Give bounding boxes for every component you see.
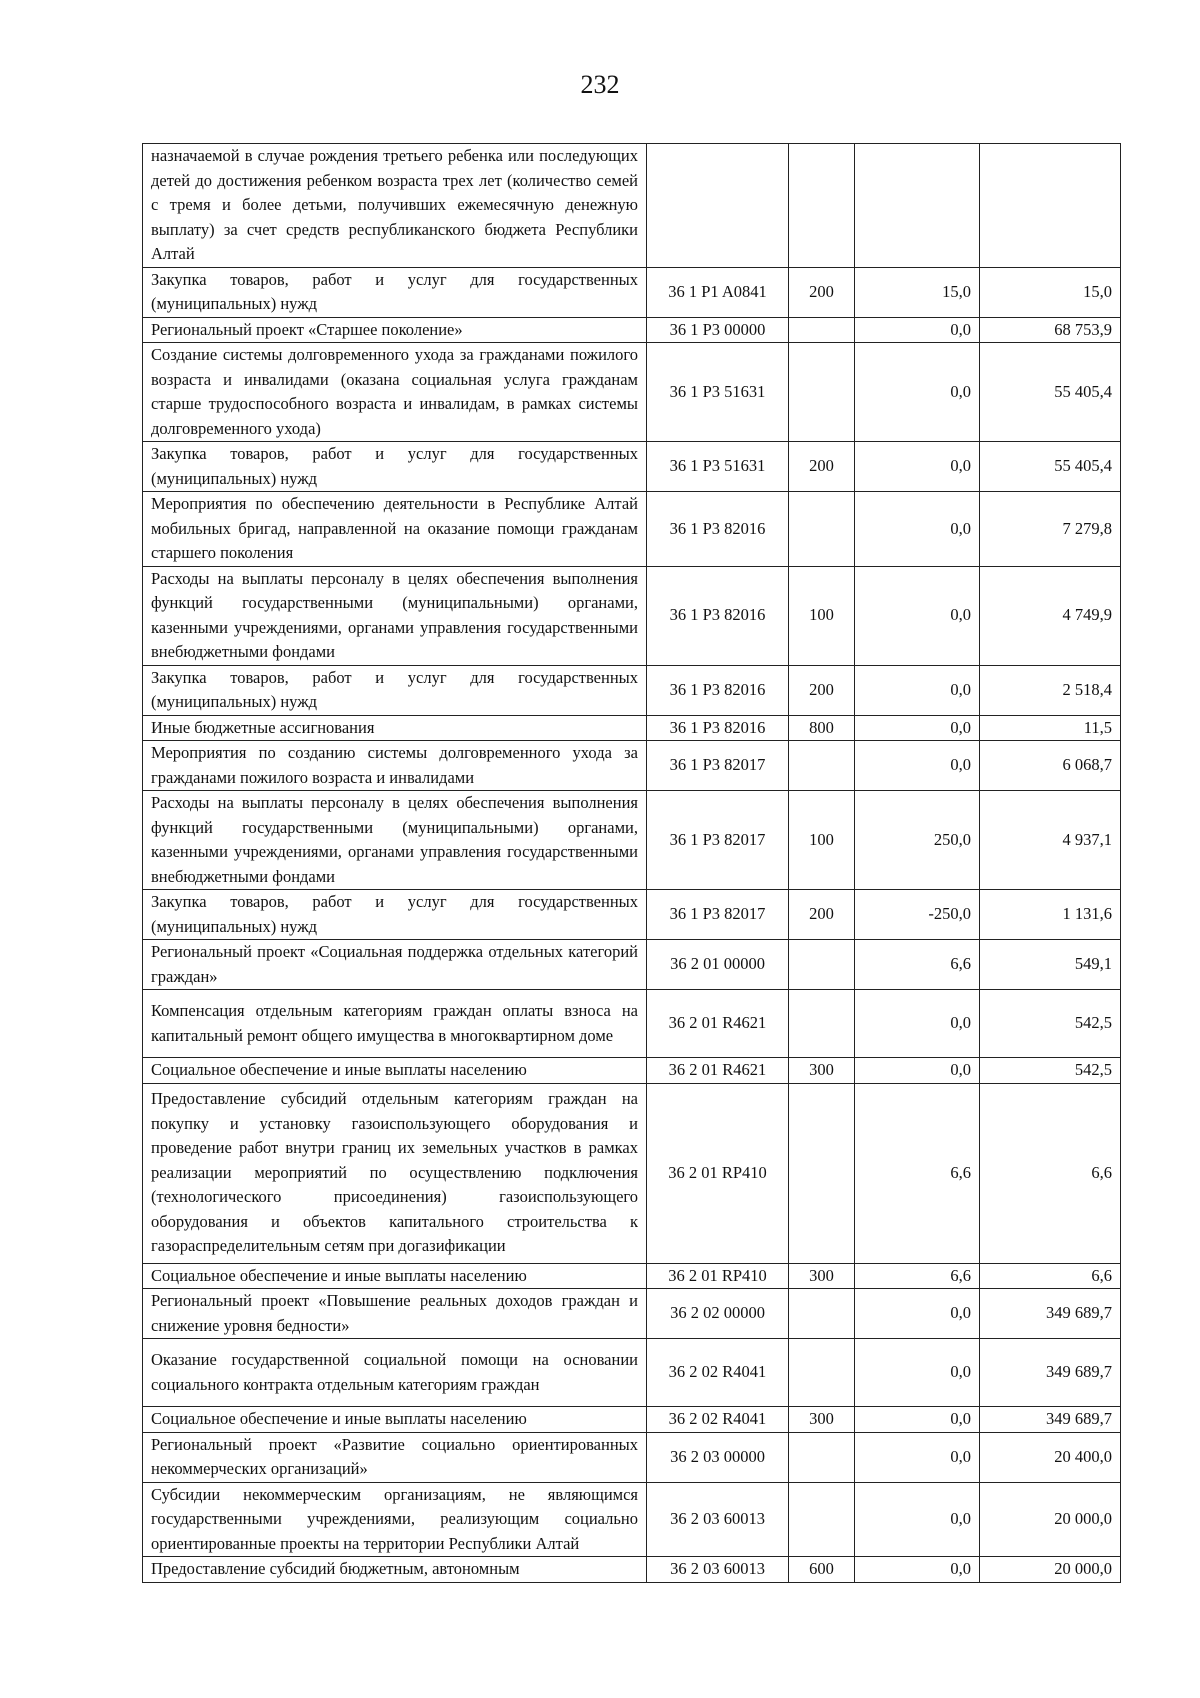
table-row [143,1432,1121,1482]
cell-amount-total: 349 689,7 [980,1407,1121,1433]
cell-amount-change: 6,6 [855,1263,980,1289]
cell-description: Предоставление субсидий бюджетным, автономным [143,1557,647,1583]
table-row [143,442,1121,492]
cell-amount-total: 15,0 [980,267,1121,317]
cell-amount-total: 6,6 [980,1083,1121,1263]
cell-expense-type: 200 [789,665,855,715]
cell-amount-total: 1 131,6 [980,890,1121,940]
cell-amount-total [980,144,1121,268]
cell-amount-total: 542,5 [980,1058,1121,1084]
table-row [143,1083,1121,1263]
cell-expense-type [789,741,855,791]
budget-table-body [143,144,1121,1583]
table-row [143,1482,1121,1557]
cell-expense-type: 300 [789,1407,855,1433]
cell-amount-total: 4 937,1 [980,791,1121,890]
table-row [143,317,1121,343]
cell-target-code: 36 1 P1 A0841 [647,267,789,317]
cell-description: Мероприятия по созданию системы долговременного ухода за гражданами пожилого возраста и инвалидами [143,741,647,791]
cell-target-code: 36 2 03 60013 [647,1557,789,1583]
cell-target-code: 36 1 P3 51631 [647,343,789,442]
cell-description: Компенсация отдельным категориям граждан оплаты взноса на капитальный ремонт общего имущества в многоквартирном доме [143,990,647,1058]
table-row [143,492,1121,567]
cell-expense-type [789,1083,855,1263]
cell-description: Социальное обеспечение и иные выплаты населению [143,1058,647,1084]
cell-expense-type [789,144,855,268]
cell-target-code: 36 2 01 RP410 [647,1083,789,1263]
table-row [143,990,1121,1058]
cell-target-code: 36 2 02 R4041 [647,1339,789,1407]
cell-description: Региональный проект «Старшее поколение» [143,317,647,343]
cell-amount-total: 68 753,9 [980,317,1121,343]
cell-expense-type: 100 [789,566,855,665]
cell-amount-change: 0,0 [855,990,980,1058]
cell-amount-change: 0,0 [855,317,980,343]
cell-description: Закупка товаров, работ и услуг для государственных (муниципальных) нужд [143,890,647,940]
cell-description: Социальное обеспечение и иные выплаты населению [143,1407,647,1433]
cell-expense-type: 100 [789,791,855,890]
cell-expense-type [789,1339,855,1407]
cell-amount-change: 0,0 [855,492,980,567]
cell-description: Субсидии некоммерческим организациям, не являющимся государственными учреждениями, реализующим социально ориентированные проекты на территории Республики Алтай [143,1482,647,1557]
cell-amount-total: 7 279,8 [980,492,1121,567]
table-row [143,343,1121,442]
table-row [143,1289,1121,1339]
cell-amount-change: 0,0 [855,1432,980,1482]
cell-amount-total: 349 689,7 [980,1339,1121,1407]
cell-amount-total: 542,5 [980,990,1121,1058]
cell-target-code: 36 2 02 00000 [647,1289,789,1339]
cell-target-code: 36 2 01 R4621 [647,1058,789,1084]
cell-amount-total: 20 000,0 [980,1557,1121,1583]
cell-description: Мероприятия по обеспечению деятельности в Республике Алтай мобильных бригад, направленной на оказание помощи гражданам старшего поколения [143,492,647,567]
cell-amount-change: 0,0 [855,1482,980,1557]
cell-amount-total: 20 000,0 [980,1482,1121,1557]
budget-table [142,143,1121,1583]
table-row [143,890,1121,940]
cell-target-code: 36 1 P3 82016 [647,715,789,741]
cell-target-code: 36 2 01 00000 [647,940,789,990]
cell-expense-type: 300 [789,1058,855,1084]
cell-expense-type [789,343,855,442]
page-number: 232 [580,70,620,99]
cell-expense-type [789,1432,855,1482]
cell-target-code: 36 2 03 00000 [647,1432,789,1482]
cell-description: Закупка товаров, работ и услуг для государственных (муниципальных) нужд [143,267,647,317]
cell-expense-type [789,317,855,343]
cell-expense-type: 200 [789,267,855,317]
cell-expense-type [789,492,855,567]
cell-amount-change: 0,0 [855,566,980,665]
table-row [143,1263,1121,1289]
cell-amount-total: 549,1 [980,940,1121,990]
cell-target-code: 36 1 P3 51631 [647,442,789,492]
cell-expense-type: 200 [789,890,855,940]
table-row [143,144,1121,268]
cell-expense-type [789,940,855,990]
cell-amount-total: 55 405,4 [980,343,1121,442]
cell-amount-total: 2 518,4 [980,665,1121,715]
cell-expense-type [789,1289,855,1339]
table-row [143,1557,1121,1583]
cell-amount-change: 0,0 [855,715,980,741]
cell-amount-change: 0,0 [855,665,980,715]
cell-target-code [647,144,789,268]
cell-target-code: 36 1 P3 82016 [647,492,789,567]
cell-target-code: 36 1 P3 82017 [647,741,789,791]
cell-amount-total: 55 405,4 [980,442,1121,492]
table-row [143,940,1121,990]
cell-amount-change: 0,0 [855,1339,980,1407]
cell-target-code: 36 1 P3 82016 [647,566,789,665]
cell-description: Региональный проект «Повышение реальных доходов граждан и снижение уровня бедности» [143,1289,647,1339]
cell-amount-change: 250,0 [855,791,980,890]
cell-target-code: 36 2 03 60013 [647,1482,789,1557]
cell-target-code: 36 2 02 R4041 [647,1407,789,1433]
cell-description: Закупка товаров, работ и услуг для государственных (муниципальных) нужд [143,442,647,492]
cell-amount-total: 6,6 [980,1263,1121,1289]
cell-expense-type: 800 [789,715,855,741]
table-row [143,715,1121,741]
cell-target-code: 36 1 P3 82016 [647,665,789,715]
cell-description: Социальное обеспечение и иные выплаты населению [143,1263,647,1289]
cell-target-code: 36 2 01 RP410 [647,1263,789,1289]
table-row [143,1058,1121,1084]
table-row [143,566,1121,665]
cell-amount-change: 0,0 [855,1058,980,1084]
cell-target-code: 36 2 01 R4621 [647,990,789,1058]
cell-description: Создание системы долговременного ухода за гражданами пожилого возраста и инвалидами (оказана социальная услуга гражданам старше трудоспособного возраста и инвалидам, в рамках системы долговременного ухода) [143,343,647,442]
cell-amount-change: 0,0 [855,741,980,791]
cell-expense-type: 200 [789,442,855,492]
cell-expense-type [789,990,855,1058]
table-row [143,791,1121,890]
cell-expense-type: 600 [789,1557,855,1583]
cell-amount-total: 6 068,7 [980,741,1121,791]
cell-description: Оказание государственной социальной помощи на основании социального контракта отдельным категориям граждан [143,1339,647,1407]
table-row [143,665,1121,715]
cell-description: Расходы на выплаты персоналу в целях обеспечения выполнения функций государственными (муниципальными) органами, казенными учреждениями, органами управления государственными внебюджетными фондами [143,566,647,665]
cell-description: Региональный проект «Развитие социально ориентированных некоммерческих организаций» [143,1432,647,1482]
cell-target-code: 36 1 P3 82017 [647,890,789,940]
cell-description: Иные бюджетные ассигнования [143,715,647,741]
cell-expense-type [789,1482,855,1557]
table-row [143,267,1121,317]
table-row [143,1407,1121,1433]
cell-amount-total: 4 749,9 [980,566,1121,665]
table-row [143,741,1121,791]
cell-amount-change: 0,0 [855,343,980,442]
cell-amount-change: -250,0 [855,890,980,940]
cell-description: Расходы на выплаты персоналу в целях обеспечения выполнения функций государственными (муниципальными) органами, казенными учреждениями, органами управления государственными внебюджетными фондами [143,791,647,890]
cell-target-code: 36 1 P3 82017 [647,791,789,890]
cell-amount-change [855,144,980,268]
cell-amount-change: 6,6 [855,940,980,990]
cell-amount-change: 0,0 [855,442,980,492]
cell-amount-change: 0,0 [855,1557,980,1583]
cell-amount-total: 349 689,7 [980,1289,1121,1339]
cell-amount-change: 0,0 [855,1289,980,1339]
cell-description: назначаемой в случае рождения третьего ребенка или последующих детей до достижения ребенком возраста трех лет (количество семей с тремя и более детьми, получивших ежемесячную денежную выплату) за счет средств республиканского бюджета Республики Алтай [143,144,647,268]
cell-amount-change: 15,0 [855,267,980,317]
cell-description: Региональный проект «Социальная поддержка отдельных категорий граждан» [143,940,647,990]
cell-description: Предоставление субсидий отдельным категориям граждан на покупку и установку газоиспользующего оборудования и проведение работ внутри границ их земельных участков в рамках реализации мероприятий по осуществлению подключения (технологического присоединения) газоиспользующего оборудования и объектов капитального строительства к газораспределительным сетям при догазификации [143,1083,647,1263]
cell-amount-total: 20 400,0 [980,1432,1121,1482]
cell-target-code: 36 1 P3 00000 [647,317,789,343]
cell-description: Закупка товаров, работ и услуг для государственных (муниципальных) нужд [143,665,647,715]
cell-amount-change: 0,0 [855,1407,980,1433]
cell-amount-total: 11,5 [980,715,1121,741]
cell-amount-change: 6,6 [855,1083,980,1263]
cell-expense-type: 300 [789,1263,855,1289]
table-row [143,1339,1121,1407]
